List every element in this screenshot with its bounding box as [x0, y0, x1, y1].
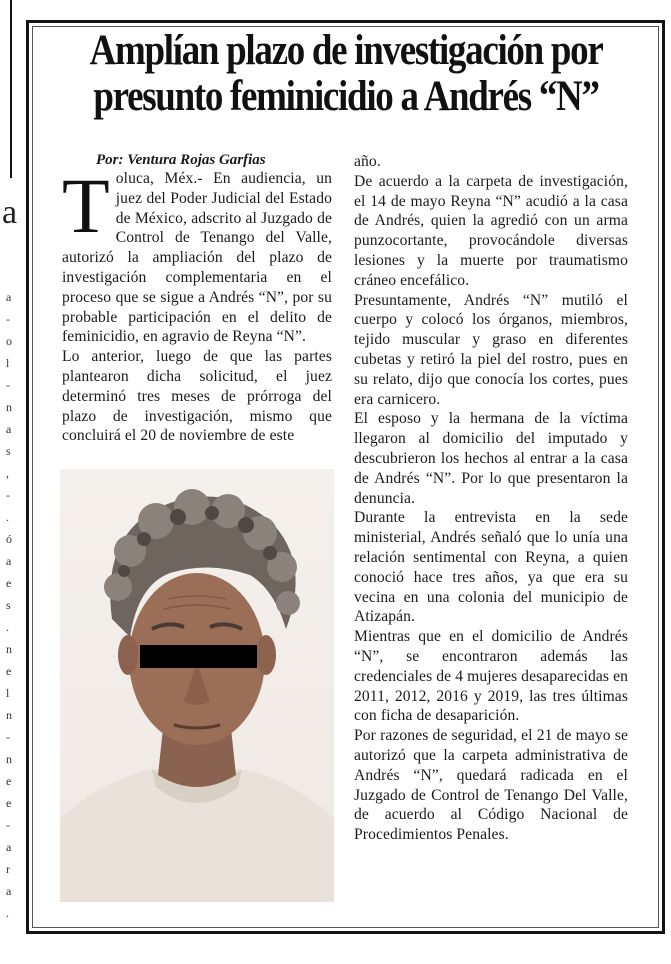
adjacent-text-char: .	[6, 620, 9, 634]
article-column-2	[354, 152, 628, 845]
paragraph: De acuerdo a la carpeta de investigación, el 14 de mayo Reyna “N” acudió a la casa de Andrés, quien la agredió con un arma punzocortante, provocándole diversas lesiones y la muerte por traumatismo cráneo encefálico.	[354, 172, 628, 289]
adjacent-text-char: ,	[6, 466, 9, 480]
adjacent-text-char: n	[6, 642, 12, 656]
adjacent-text-char: r	[6, 862, 10, 876]
adjacent-text-char: s	[6, 444, 11, 458]
adjacent-text-char: .	[6, 510, 9, 524]
adjacent-text-char: -	[6, 730, 10, 744]
suspect-photo	[60, 469, 334, 902]
adjacent-text-char: s	[6, 598, 11, 612]
adjacent-text-char: l	[6, 686, 10, 700]
adjacent-text-char: n	[6, 708, 12, 722]
adjacent-column-fragment	[0, 0, 18, 964]
adjacent-column-rule	[10, 0, 12, 178]
byline: Por: Ventura Rojas Garfias	[96, 152, 266, 168]
adjacent-text-char: a	[6, 884, 12, 898]
adjacent-text-char: -	[6, 818, 10, 832]
censor-bar	[140, 645, 257, 668]
paragraph: oluca, Méx.- En audiencia, un juez del Poder Judicial del Estado de México, adscrito al Juzgado de Control de Tenango del Valle, autorizó la ampliación del plazo de investigación complementaria en el proceso que se sigue a Andrés “N”, por su probable participación en el delito de feminicidio, en agravio de Reyna “N”.	[62, 170, 332, 346]
adjacent-text-char: a	[6, 840, 12, 854]
adjacent-text-char: n	[6, 752, 12, 766]
adjacent-text-char: e	[6, 774, 12, 788]
paragraph: Por razones de seguridad, el 21 de mayo se autorizó que la carpeta administrativa de Andrés “N”, quedará radicada en el Juzgado de Control de Tenango Del Valle, de acuerdo al Código Nacional de Procedimientos Penales.	[354, 727, 628, 844]
adjacent-text-char: a	[6, 422, 12, 436]
paragraph: año.	[354, 153, 381, 170]
paragraph: Durante la entrevista en la sede ministerial, Andrés señaló que lo unía una relación sentimental con Reyna, a quien conoció hace tres años, ya que era su vecina en una colonia del municipio de Atizapán.	[354, 509, 628, 626]
adjacent-text-char: o	[6, 334, 12, 348]
article-column-1	[62, 162, 332, 446]
adjacent-text-char: a	[6, 554, 12, 568]
adjacent-text-char: a	[6, 290, 12, 304]
adjacent-text-char: e	[6, 576, 12, 590]
adjacent-text-char: l	[6, 356, 10, 370]
paragraph: El esposo y la hermana de la víctima llegaron al domicilio del imputado y descubrieron los hechos al entrar a la casa de Andrés “N”. Por lo que presentaron la denuncia.	[354, 410, 628, 507]
headline: Amplían plazo de investigación por presunto feminicidio a Andrés “N”	[89, 27, 603, 120]
adjacent-text-char: e	[6, 796, 12, 810]
paragraph: Mientras que en el domicilio de Andrés “N”, se encontraron además las credenciales de 4 mujeres desaparecidas en 2011, 2012, 2016 y 2019, las tres últimas con ficha de desaparición.	[354, 628, 628, 725]
adjacent-text-char: ó	[6, 532, 12, 546]
drop-cap: T	[62, 162, 110, 249]
paragraph: Presuntamente, Andrés “N” mutiló el cuerpo y colocó los órganos, miembros, tejido muscular y graso en diferentes cubetas y retiró la piel del rostro, pues en su relato, dijo que conocía los cortes, pues era carnicero.	[354, 291, 628, 408]
portrait-image	[60, 469, 334, 902]
paragraph: Lo anterior, luego de que las partes plantearon dicha solicitud, el juez determinó tres meses de prórroga del plazo de investigación, mismo que concluirá el 20 de noviembre de este	[62, 348, 332, 445]
adjacent-headline-letter: a	[2, 194, 18, 231]
adjacent-text-char: .	[6, 906, 9, 920]
adjacent-text-char: -	[6, 488, 10, 502]
adjacent-text-char: -	[6, 378, 10, 392]
adjacent-text-char: -	[6, 312, 10, 326]
adjacent-text-char: n	[6, 400, 12, 414]
adjacent-text-char: e	[6, 664, 12, 678]
